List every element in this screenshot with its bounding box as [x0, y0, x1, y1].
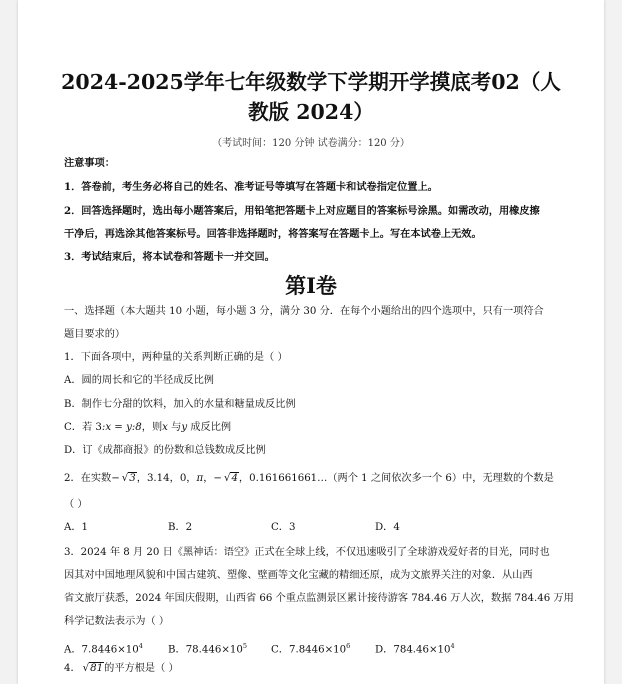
paper-title-line1: 2024-2025学年七年级数学下学期开学摸底考02（人 — [61, 70, 561, 94]
q3-b-value: 78.446×10 — [185, 644, 243, 656]
q2-stem-suffix: ，0.161661661…（两个 1 之间依次多一个 6）中，无理数的个数是 — [238, 473, 554, 484]
section-title: 第Ⅰ卷 — [285, 273, 337, 298]
note-item-2-line2: 干净后，再选涂其他答案标号。回答非选择题时，将答案写在答题卡上。写在本试卷上无效。 — [64, 228, 482, 240]
q3-d-value: 784.46×10 — [393, 644, 451, 656]
q3-line4: 科学记数法表示为（ ） — [64, 616, 170, 627]
q3-line1: 3．2024 年 8 月 20 日《黑神话：语空》正式在全球上线，不仅迅速吸引了全球游戏爱好者的目光，同时也 — [64, 547, 550, 558]
q3-c-exponent: 6 — [346, 642, 351, 650]
part1-instructions-line1: 一、选择题（本大题共 10 小题，每小题 3 分，满分 30 分．在每个小题给出的四个选项中，只有一项符合 — [64, 306, 544, 317]
q1-c-suffix: 成反比例 — [187, 422, 232, 433]
q3-b-label: B． — [168, 644, 186, 656]
pi-symbol: π — [196, 473, 204, 484]
paper-title-line2: 教版 2024） — [248, 100, 374, 124]
q1-c-prefix: C．若 3 — [64, 422, 102, 433]
sqrt-4-expression — [222, 472, 239, 486]
q3-a-label: A． — [64, 644, 82, 656]
q2-option-b: B．2 — [168, 522, 193, 533]
sqrt-81-expression — [81, 662, 104, 676]
q3-c-label: C． — [271, 644, 289, 656]
q3-option-b — [168, 639, 247, 657]
q2-option-c: C．3 — [271, 522, 296, 533]
q2-stem-mid2: ， — [203, 473, 214, 484]
document-page — [18, 0, 604, 684]
q3-b-exponent: 5 — [242, 642, 247, 650]
q3-line3: 省文旅厅获悉，2024 年国庆假期，山西省 66 个重点监测景区累计接待游客 784.46 万人次，数据 784.46 万用 — [64, 593, 574, 604]
q1-option-c — [64, 421, 231, 435]
note-item-1: 1．答卷前，考生务必将自己的姓名、准考证号等填写在答题卡和试卷指定位置上。 — [64, 181, 438, 193]
q3-option-d — [375, 639, 455, 657]
exam-info: （考试时间：120 分钟 试卷满分：120 分） — [212, 138, 410, 149]
q3-d-label: D． — [375, 644, 394, 656]
q1-option-a: A．圆的周长和它的半径成反比例 — [64, 375, 214, 386]
q3-d-exponent: 4 — [450, 642, 455, 650]
q3-a-exponent: 4 — [138, 642, 143, 650]
q1-c-with: 与 — [167, 422, 182, 433]
q2-option-a: A．1 — [64, 522, 89, 533]
q3-a-value: 7.8446×10 — [81, 644, 139, 656]
note-item-3: 3．考试结束后，将本试卷和答题卡一并交回。 — [64, 251, 275, 263]
q2-paren: （ ） — [64, 499, 88, 510]
q1-option-b: B．制作七分甜的饮料，加入的水量和糖量成反比例 — [64, 399, 296, 410]
sqrt-4-radicand: 4 — [231, 473, 238, 484]
q2-stem-prefix: 2．在实数 — [64, 473, 112, 484]
q1-c-var-x: x — [162, 422, 168, 433]
q3-c-value: 7.8446×10 — [288, 644, 347, 656]
sqrt-3-expression — [120, 472, 137, 486]
q1-c-expression: :x = y:8 — [101, 422, 142, 433]
radical-sign-icon: √ — [223, 473, 231, 484]
q1-c-mid: ，则 — [141, 422, 163, 433]
q4-suffix: 的平方根是（ ） — [104, 663, 179, 674]
notes-heading: 注意事项： — [64, 157, 115, 169]
q2-stem — [64, 472, 554, 486]
note-item-2-line1: 2．回答选择题时，选出每小题答案后，用铅笔把答题卡上对应题目的答案标号涂黑。如需改动，用橡皮擦 — [64, 205, 540, 217]
q2-neg-sign: − — [111, 473, 120, 484]
q1-c-var-y: y — [181, 422, 188, 433]
q1-option-d: D．订《成都商报》的份数和总钱数成反比例 — [64, 445, 266, 456]
q1-stem: 1．下面各项中，两种量的关系判断正确的是（ ） — [64, 352, 288, 363]
q2-neg-sign-2: − — [213, 473, 222, 484]
q3-option-c — [271, 639, 350, 657]
radical-sign-icon: √ — [82, 663, 90, 674]
q2-option-d: D．4 — [375, 522, 400, 533]
q4-prefix: 4． — [64, 663, 81, 674]
radical-sign-icon: √ — [121, 473, 129, 484]
part1-instructions-line2: 题目要求的） — [64, 329, 126, 340]
q2-stem-mid1: ，3.14，0， — [136, 473, 197, 484]
q3-line2: 因其对中国地理风貌和中国古建筑、塑像、壁画等文化宝藏的精细还原，成为文旅界关注的对象．从山西 — [64, 570, 533, 581]
sqrt-81-radicand: 81 — [90, 663, 104, 674]
sqrt-3-radicand: 3 — [129, 473, 136, 484]
q3-option-a — [64, 639, 143, 657]
q4-stem — [64, 662, 179, 676]
